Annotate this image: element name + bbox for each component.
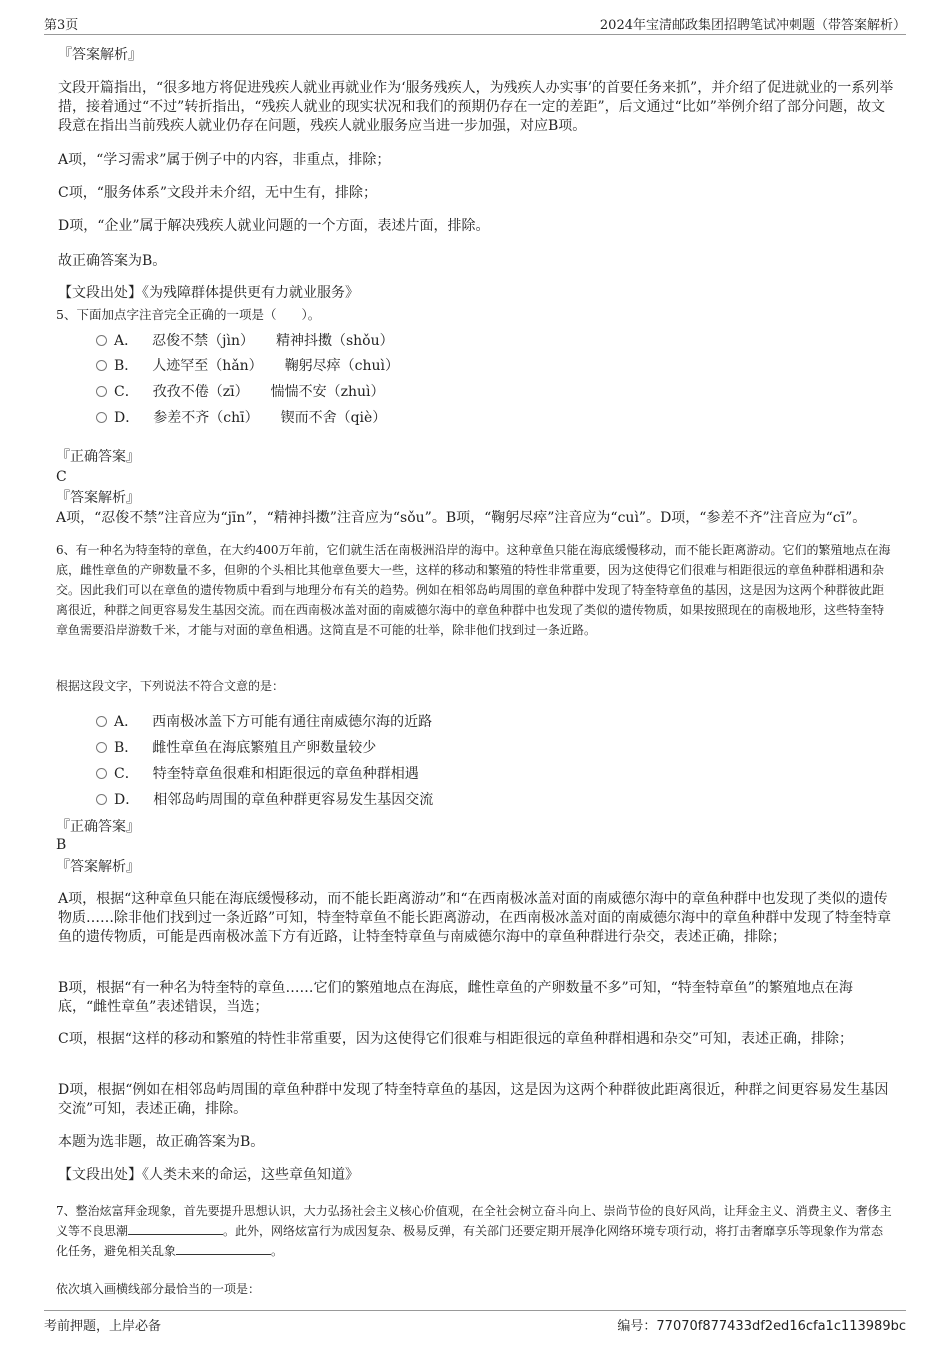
q4-analysis-a: A项，“学习需求”属于例子中的内容，非重点，排除； <box>58 152 391 168</box>
q4-analysis-intro: 文段开篇指出，“很多地方将促进残疾人就业再就业作为‘服务残疾人，为残疾人办实事’的首要任务来抓”，并介绍了促进就业的一系列举措，接着通过“不过”转折指出，“残疾人就业的现实状况和我们的预期仍存在一定的差距”，后文通过“比如”举例介绍了部分问题，故文段意在指出当前残疾人就业仍存在问题，残疾人就业服务应当进一步加强，对应B项。 <box>58 80 894 134</box>
fill-blank-1 <box>128 1222 223 1235</box>
q5-option-c[interactable] <box>96 382 384 402</box>
page-header <box>44 12 906 35</box>
q5-analysis: A项，“忍俊不禁”注音应为“jīn”，“精神抖擞”注音应为“sǒu”。B项，“鞠躬尽瘁”注音应为“cuì”。D项，“参差不齐”注音应为“cī”。 <box>56 510 867 526</box>
footer-slogan: 考前押题，上岸必备 <box>44 1319 162 1334</box>
q5-option-b[interactable] <box>96 356 399 376</box>
option-word-1: 参差不齐（chī） <box>153 410 259 426</box>
document-id: 编号：77070f877433df2ed16cfa1c113989bc <box>617 1319 906 1334</box>
option-word-2: 惴惴不安（zhuì） <box>270 384 385 400</box>
option-letter: D． <box>114 792 140 808</box>
q6-analysis-d: D项，根据“例如在相邻岛屿周围的章鱼种群中发现了特奎特章鱼的基因，这是因为这两个种群彼此距离很近，种群之间更容易发生基因交流”可知，表述正确，排除。 <box>58 1082 889 1117</box>
option-word-2: 锲而不舍（qiè） <box>280 410 387 426</box>
option-letter: D． <box>114 410 140 426</box>
q7-stem-part2: 。此外，网络炫富行为成因复杂、极易反弹，有关部门还要定期开展净化网络环境专项行动，将打击奢靡享乐等现象作为常态化任务，避免相关乱象 <box>56 1224 884 1258</box>
q4-conclusion: 故正确答案为B。 <box>58 253 167 269</box>
radio-icon[interactable] <box>96 412 107 423</box>
radio-icon[interactable] <box>96 768 107 779</box>
q6-answer-label: 『正确答案』 <box>56 819 140 835</box>
q6-option-b[interactable] <box>96 738 376 758</box>
option-letter: A． <box>114 333 139 349</box>
q7-stem-part3: 。 <box>271 1244 284 1258</box>
q6-conclusion: 本题为选非题，故正确答案为B。 <box>58 1134 265 1150</box>
q4-analysis-d: D项，“企业”属于解决残疾人就业问题的一个方面，表述片面，排除。 <box>58 218 490 234</box>
fill-blank-2 <box>176 1242 271 1255</box>
radio-icon[interactable] <box>96 794 107 805</box>
q6-analysis-b: B项，根据“有一种名为特奎特的章鱼……它们的繁殖地点在海底，雌性章鱼的产卵数量不多”可知，“特奎特章鱼”的繁殖地点在海底，“雌性章鱼”表述错误，当选； <box>58 980 853 1015</box>
option-text: 雌性章鱼在海底繁殖且产卵数量较少 <box>152 740 377 756</box>
q6-analysis-a: A项，根据“这种章鱼只能在海底缓慢移动，而不能长距离游动”和“在西南极冰盖对面的南威德尔海中的章鱼种群中也发现了类似的遗传物质……除非他们找到过一条近路”可知，特奎特章鱼不能长距离游动，在西南极冰盖对面的南威德尔海中的章鱼种群中发现了特奎特章鱼的遗传物质，可能是西南极冰盖下方有近路，让特奎特章鱼与南威德尔海中的章鱼种群进行杂交，表述正确，排除； <box>58 891 892 945</box>
document-title: 2024年宝清邮政集团招聘笔试冲刺题（带答案解析） <box>599 18 906 33</box>
q5-option-a[interactable] <box>96 331 394 351</box>
option-letter: C． <box>114 766 139 782</box>
q6-question: 根据这段文字，下列说法不符合文意的是： <box>56 679 285 693</box>
page-number: 第3页 <box>44 18 79 33</box>
q5-answer-label: 『正确答案』 <box>56 449 140 465</box>
q6-answer: B <box>56 837 67 853</box>
option-letter: B． <box>114 740 139 756</box>
option-word-2: 精神抖擞（shǒu） <box>275 333 394 349</box>
q7-question: 依次填入画横线部分最恰当的一项是： <box>56 1282 261 1296</box>
q6-option-c[interactable] <box>96 764 419 784</box>
option-word-1: 忍俊不禁（jìn） <box>152 333 254 349</box>
q6-analysis-label: 『答案解析』 <box>56 859 140 875</box>
q6-option-d[interactable] <box>96 790 433 810</box>
q6-source: 【文段出处】《人类未来的命运，这些章鱼知道》 <box>58 1167 359 1183</box>
option-word-1: 人迹罕至（hǎn） <box>152 358 263 374</box>
q5-answer: C <box>56 469 67 485</box>
q5-stem: 5、下面加点字注音完全正确的一项是（ ）。 <box>56 307 321 322</box>
q5-analysis-label: 『答案解析』 <box>56 490 140 506</box>
option-letter: C． <box>114 384 139 400</box>
q4-analysis-c: C项，“服务体系”文段并未介绍，无中生有，排除； <box>58 185 378 201</box>
option-letter: A． <box>114 714 139 730</box>
q5-option-d[interactable] <box>96 408 386 428</box>
option-word-1: 孜孜不倦（zī） <box>152 384 249 400</box>
option-word-2: 鞠躬尽瘁（chuì） <box>284 358 400 374</box>
q6-analysis-c: C项，根据“这样的移动和繁殖的特性非常重要，因为这使得它们很难与相距很远的章鱼种群相遇和杂交”可知，表述正确，排除； <box>58 1031 854 1047</box>
radio-icon[interactable] <box>96 742 107 753</box>
radio-icon[interactable] <box>96 335 107 346</box>
radio-icon[interactable] <box>96 360 107 371</box>
q6-passage: 6、有一种名为特奎特的章鱼，在大约400万年前，它们就生活在南极洲沿岸的海中。这种章鱼只能在海底缓慢移动，而不能长距离游动。它们的繁殖地点在海底，雌性章鱼的产卵数量不多，但卵的个头相比其他章鱼要大一些，这样的移动和繁殖的特性非常重要，因为这使得它们很难与相距很远的章鱼种群相遇和杂交。因此我们可以在章鱼的遗传物质中看到与地理分布有关的趋势。例如在相邻岛屿周围的章鱼种群中发现了特奎特章鱼的基因，这是因为这两个种群彼此距离很近，种群之间更容易发生基因交流。而在西南极冰盖对面的南威德尔海中的章鱼种群中也发现了类似的遗传物质，如果按照现在的南极地形，这些特奎特章鱼需要沿岸游数千米，才能与对面的章鱼相遇。这简直是不可能的壮举，除非他们找到过一条近路。 <box>56 543 891 637</box>
radio-icon[interactable] <box>96 716 107 727</box>
q7-stem-part1: 7、整治炫富拜金现象，首先要提升思想认识，大力弘扬社会主义核心价值观，在全社会树立奋斗向上、崇尚节俭的良好风尚，让拜金主义、消费主义、奢侈主义等不良思潮 <box>56 1204 892 1238</box>
radio-icon[interactable] <box>96 386 107 397</box>
q7-stem <box>56 1201 894 1261</box>
option-letter: B． <box>114 358 139 374</box>
option-text: 特奎特章鱼很难和相距很远的章鱼种群相遇 <box>152 766 419 782</box>
option-text: 西南极冰盖下方可能有通往南威德尔海的近路 <box>152 714 433 730</box>
q4-analysis-label: 『答案解析』 <box>58 47 142 63</box>
page-footer <box>44 1310 906 1335</box>
q4-source: 【文段出处】《为残障群体提供更有力就业服务》 <box>58 285 359 301</box>
option-text: 相邻岛屿周围的章鱼种群更容易发生基因交流 <box>153 792 434 808</box>
q6-option-a[interactable] <box>96 712 432 732</box>
